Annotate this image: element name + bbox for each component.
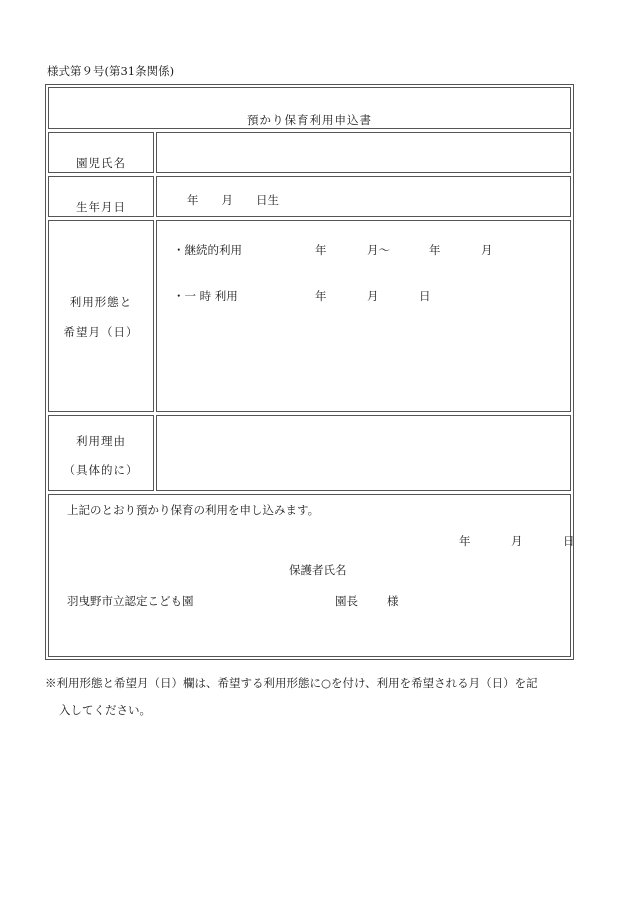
reason-label-line2: （具体的に） <box>63 463 139 477</box>
continuous-usage-option[interactable]: ・継続的利用 <box>173 243 242 257</box>
usage-label-cell <box>48 220 154 412</box>
child-name-field[interactable] <box>156 132 571 173</box>
application-date-year: 年 <box>459 534 471 548</box>
temporary-month: 月 <box>367 289 379 303</box>
continuous-to-year: 年 <box>429 243 441 257</box>
reason-label-line1: 利用理由 <box>76 434 126 448</box>
title-cell <box>48 87 571 129</box>
birth-date-field[interactable] <box>156 176 571 217</box>
usage-label-line2: 希望月（日） <box>63 325 139 339</box>
birth-date-label: 生年月日 <box>76 200 126 214</box>
application-date-month: 月 <box>511 534 523 548</box>
temporary-usage-option[interactable]: ・一 時 利用 <box>173 289 238 303</box>
child-name-label-cell <box>48 132 154 173</box>
footnote <box>45 670 585 724</box>
footnote-line2: 入してください。 <box>59 703 151 717</box>
form-title: 預かり保育利用申込書 <box>247 113 372 127</box>
honorific: 様 <box>387 594 399 608</box>
reason-field[interactable] <box>156 415 571 491</box>
birth-date-value: 年 月 日生 <box>187 193 279 207</box>
guardian-name-label: 保護者氏名 <box>289 563 347 577</box>
usage-label-line1: 利用形態と <box>69 295 133 309</box>
child-name-label: 園児氏名 <box>76 156 126 170</box>
temporary-year: 年 <box>315 289 327 303</box>
birth-date-label-cell <box>48 176 154 217</box>
consent-statement: 上記のとおり預かり保育の利用を申し込みます。 <box>67 503 320 517</box>
application-form <box>45 84 574 660</box>
continuous-from-month: 月～ <box>367 243 390 257</box>
temporary-day: 日 <box>419 289 431 303</box>
consent-section <box>48 494 575 657</box>
continuous-from-year: 年 <box>315 243 327 257</box>
application-date-day: 日 <box>563 534 575 548</box>
usage-field[interactable] <box>156 220 571 412</box>
footnote-line1: ※利用形態と希望月（日）欄は、希望する利用形態に○を付け、利用を希望される月（日）を記 <box>45 676 538 690</box>
principal-label: 園長 <box>335 594 358 608</box>
continuous-to-month: 月 <box>481 243 493 257</box>
reason-label-cell <box>48 415 154 491</box>
addressee: 羽曳野市立認定こども園 <box>67 594 194 608</box>
form-number: 様式第９号(第31条関係) <box>47 64 175 78</box>
